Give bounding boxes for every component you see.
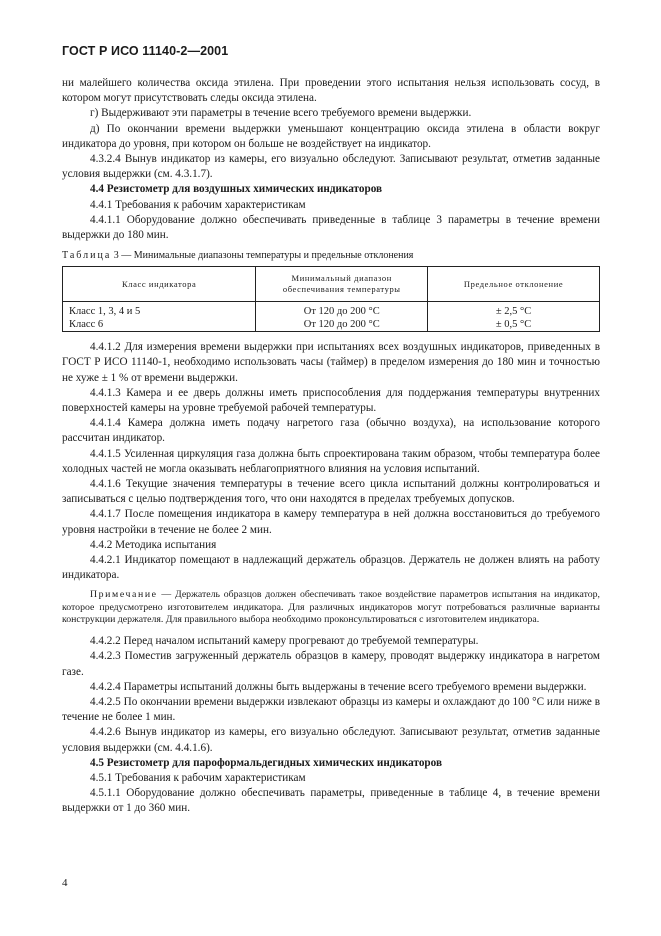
paragraph: 4.4.2.5 По окончании времени выдержки извлекают образцы из камеры и охлаждают до 100 °С или ниже в течение не более 1 мин. xyxy=(62,695,600,724)
table-caption-label: Таблица xyxy=(62,250,112,262)
paragraph: 4.4.1.7 После помещения индикатора в камеру температура в ней должна восстановиться до требуемого уровня настройки в течение не более 2 мин. xyxy=(62,508,600,536)
table-caption-text: 3 — Минимальные диапазоны температуры и предельные отклонения xyxy=(111,250,414,262)
table-cell: От 120 до 200 °С xyxy=(256,318,428,332)
paragraph: 4.4.2 Методика испытания xyxy=(90,538,217,551)
paragraph: 4.4.1.6 Текущие значения температуры в течение всего цикла испытаний должны контролироваться и записываться с целью подтверждения того, что они находятся в пределах требуемых допусков. xyxy=(62,478,600,506)
table-3 xyxy=(62,266,600,332)
table-caption xyxy=(62,249,600,262)
paragraph: 4.4.1.2 Для измерения времени выдержки при испытаниях всех воздушных индикаторов, приведенных в ГОСТ Р ИСО 11140-1, необходимо использовать часы (таймер) в пределом измерения до 180 мин и точностью не хуже ± 1 % от времени выдержки. xyxy=(62,341,600,384)
table-cell: Класс 6 xyxy=(63,318,256,332)
section-heading: 4.4 Резистометр для воздушных химических индикаторов xyxy=(90,183,383,196)
table-cell: ± 0,5 °С xyxy=(428,318,600,332)
paragraph: 4.4.1.1 Оборудование должно обеспечивать приведенные в таблице 3 параметры в течение времени выдержки до 180 мин. xyxy=(62,213,600,242)
paragraph: ни малейшего количества оксида этилена. При проведении этого испытания нельзя использовать сосуд, в котором могут присутствовать следы оксида этилена. xyxy=(62,77,600,105)
paragraph: д) По окончании времени выдержки уменьшают концентрацию оксида этилена в области вокруг индикатора до уровня, при котором он больше не воздействует на индикатор. xyxy=(62,122,600,150)
paragraph: 4.4.1.3 Камера и ее дверь должны иметь приспособления для поддержания температуры внутренних поверхностей камеры на уровне требуемой рабочей температуры. xyxy=(62,386,600,415)
paragraph: 4.4.1 Требования к рабочим характеристикам xyxy=(90,198,306,211)
section-heading: 4.5 Резистометр для пароформальдегидных химических индикаторов xyxy=(90,756,443,769)
table-cell: От 120 до 200 °С xyxy=(256,302,428,319)
table-row xyxy=(63,302,600,319)
paragraph: 4.4.2.4 Параметры испытаний должны быть выдержаны в течение всего требуемого времени выдержки. xyxy=(90,680,587,693)
table-header-cell: Предельное отклонение xyxy=(428,267,600,302)
page-number: 4 xyxy=(62,877,68,889)
paragraph: 4.4.1.4 Камера должна иметь подачу нагретого газа (обычно воздуха), на использование которого рассчитан индикатор. xyxy=(62,417,600,445)
paragraph: 4.4.2.2 Перед началом испытаний камеру прогревают до требуемой температуры. xyxy=(90,635,479,648)
document-header: ГОСТ Р ИСО 11140-2—2001 xyxy=(62,44,229,58)
table-header-row xyxy=(63,267,600,302)
paragraph: 4.4.2.1 Индикатор помещают в надлежащий держатель образцов. Держатель не должен влиять на работу индикатора. xyxy=(62,554,600,582)
table-row xyxy=(63,318,600,332)
paragraph: г) Выдерживают эти параметры в течение всего требуемого времени выдержки. xyxy=(90,107,472,120)
document-body xyxy=(62,76,600,817)
paragraph: 4.5.1.1 Оборудование должно обеспечивать параметры, приведенные в таблице 4, в течение времени выдержки от 1 до 360 мин. xyxy=(62,787,600,815)
paragraph: 4.4.2.3 Поместив загруженный держатель образцов в камеру, проводят выдержку индикатора в нагретом газе. xyxy=(62,650,600,678)
note xyxy=(62,589,600,626)
note-label: Примечание xyxy=(90,589,158,601)
table-cell: Класс 1, 3, 4 и 5 xyxy=(63,302,256,319)
table-cell: ± 2,5 °С xyxy=(428,302,600,319)
paragraph: 4.5.1 Требования к рабочим характеристикам xyxy=(90,771,306,784)
paragraph: 4.4.1.5 Усиленная циркуляция газа должна быть спроектирована таким образом, чтобы температура более холодных частей не могла оказывать неблагоприятного влияния на условия испытаний. xyxy=(62,447,600,475)
table-header-cell: Класс индикатора xyxy=(63,267,256,302)
paragraph: 4.3.2.4 Вынув индикатор из камеры, его визуально обследуют. Записывают результат, отметив заданные условия выдержки (см. 4.3.1.7). xyxy=(62,153,600,181)
table-header-cell: Минимальный диапазон обеспечивания температуры xyxy=(256,267,428,302)
note-text: — Держатель образцов должен обеспечивать такое воздействие параметров испытания на индикатор, которое предусмотрено изготовителем индикатора. Для различных индикаторов могут потребоваться различные варианты конструкции держателя. Для правильного выбора необходимо проконсультироваться с изготовителем индикатора. xyxy=(62,589,600,625)
paragraph: 4.4.2.6 Вынув индикатор из камеры, его визуально обследуют. Записывают результат, отметив заданные условия выдержки (см. 4.4.1.6). xyxy=(62,726,600,754)
